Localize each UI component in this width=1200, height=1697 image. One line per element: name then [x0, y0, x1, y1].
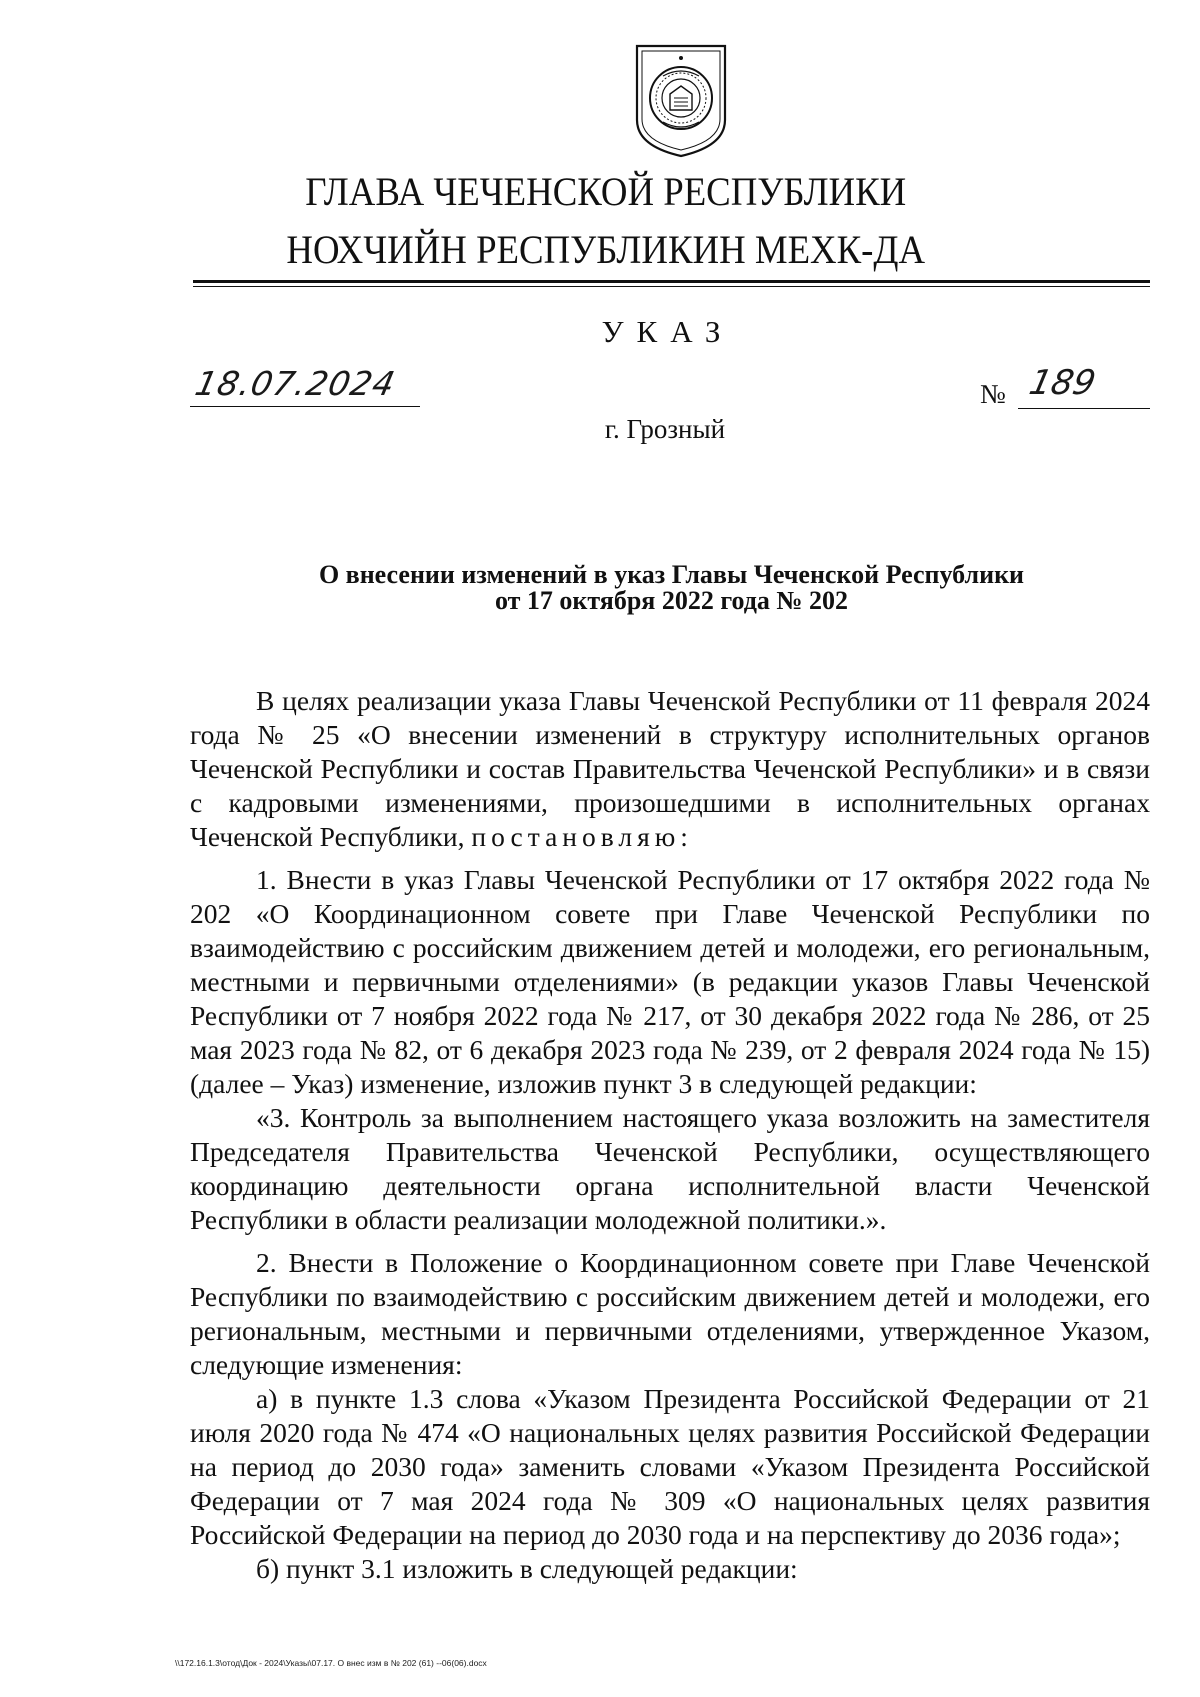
preamble-resolve-word: постановляю: — [471, 821, 693, 852]
document-title — [190, 562, 1153, 614]
document-type: УКАЗ — [601, 314, 734, 349]
paragraph-subitem-b: б) пункт 3.1 изложить в следующей редакции: — [256, 1553, 798, 1584]
handwritten-date: 18.07.2024 — [191, 364, 400, 403]
number-label: № — [980, 379, 1006, 409]
coat-of-arms-emblem — [633, 42, 729, 160]
title-line-1: О внесении изменений в указ Главы Чеченской Республики — [318, 560, 1025, 589]
footer-file-path: \\172.16.1.3\отод\Док - 2024\Указы\07.17. О внес изм в № 202 (61) --06(06).docx — [175, 1658, 487, 1668]
paragraph-item-1: 1. Внести в указ Главы Чеченской Республики от 17 октября 2022 года № 202 «О Координационном совете при Главе Чеченской Республики по взаимодействию с российским движением детей и молодежи, его региональным, местными и первичными отделениями» (в редакции указов Главы Чеченской Республики от 7 ноября 2022 года № 217, от 30 декабря 2022 года № 286, от 25 мая 2023 года № 82, от 6 декабря 2023 года № 239, от 2 февраля 2024 года № 15) (далее – Указ) изменение, изложив пункт 3 в следующей редакции: — [190, 864, 1150, 1099]
paragraph-preamble — [190, 684, 1150, 854]
header-divider — [193, 280, 1150, 283]
title-line-2: от 17 октября 2022 года № 202 — [494, 586, 849, 615]
paragraph-quoted-item-3: «3. Контроль за выполнением настоящего указа возложить на заместителя Председателя Правительства Чеченской Республики, осуществляющего координацию деятельности органа исполнительной власти Чеченской Республики в области реализации молодежной политики.». — [190, 1102, 1150, 1235]
handwritten-number: 189 — [1025, 363, 1100, 403]
paragraph-subitem-a: а) в пункте 1.3 слова «Указом Президента Российской Федерации от 21 июля 2020 года № 474 «О национальных целях развития Российской Федерации на период до 2030 года» заменить словами «Указом Президента Российской Федерации от 7 мая 2024 года № 309 «О национальных целях развития Российской Федерации на период до 2030 года и на перспективу до 2036 года»; — [190, 1383, 1150, 1550]
preamble-text: В целях реализации указа Главы Чеченской Республики от 11 февраля 2024 года № 25 «О внесении изменений в структуру исполнительных органов Чеченской Республики и состав Правительства Чеченской Республики» и в связи с кадровыми изменениями, произошедшими в исполнительных органах Чеченской Республики, — [190, 685, 1150, 852]
city-label: г. Грозный — [604, 414, 726, 444]
header-divider-thin — [193, 286, 1150, 287]
header-line-2: НОХЧИЙН РЕСПУБЛИКИН МЕХК-ДА — [286, 227, 926, 272]
paragraph-item-2: 2. Внести в Положение о Координационном совете при Главе Чеченской Республики по взаимодействию с российским движением детей и молодежи, его региональным, местными и первичными отделениями, утвержденное Указом, следующие изменения: — [190, 1247, 1150, 1380]
header-line-1: ГЛАВА ЧЕЧЕНСКОЙ РЕСПУБЛИКИ — [305, 169, 907, 214]
document-body — [190, 684, 1150, 1586]
